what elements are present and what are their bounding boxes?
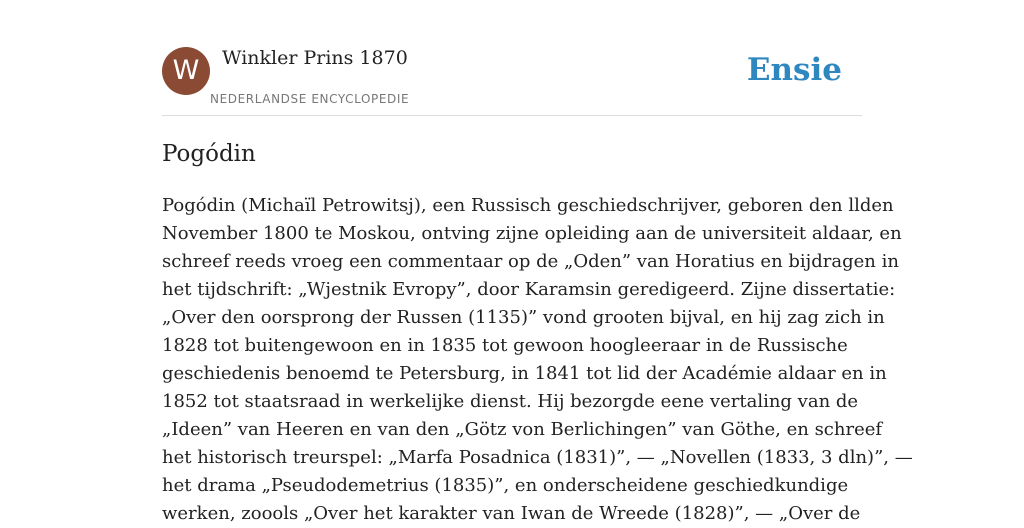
entry-body <box>162 192 913 528</box>
entry-body-line: 1828 tot buitengewoon en in 1835 tot gewoon hoogleeraar in de Russische <box>162 335 848 356</box>
entry-title: Pogódin <box>162 141 256 167</box>
entry-body-line: geschiedenis benoemd te Petersburg, in 1841 tot lid der Académie aldaar en in <box>162 363 887 384</box>
source-subtitle: NEDERLANDSE ENCYCLOPEDIE <box>210 92 410 106</box>
source-avatar[interactable]: W <box>162 47 210 95</box>
source-header <box>162 46 862 116</box>
entry-body-line: November 1800 te Moskou, ontving zijne opleiding aan de universiteit aldaar, en <box>162 223 902 244</box>
entry-body-line: „Ideen” van Heeren en van den „Götz von Berlichingen” van Göthe, en schreef <box>162 419 883 440</box>
entry-body-line: het tijdschrift: „Wjestnik Evropy”, door Karamsin geredigeerd. Zijne dissertatie: <box>162 279 896 300</box>
entry-body-line: schreef reeds vroeg een commentaar op de „Oden” van Horatius en bijdragen in <box>162 251 899 272</box>
entry-body-line: het historisch treurspel: „Marfa Posadnica (1831)”, — „Novellen (1833, 3 dln)”, — <box>162 447 913 468</box>
ensie-logo[interactable]: Ensie <box>746 52 842 88</box>
entry-body-line: het drama „Pseudodemetrius (1835)”, en onderscheidene geschiedkundige <box>162 475 849 496</box>
entry-body-line: „Over den oorsprong der Russen (1135)” vond grooten bijval, en hij zag zich in <box>162 307 885 328</box>
entry-body-line: Pogódin (Michaïl Petrowitsj), een Russisch geschiedschrijver, geboren den llden <box>162 195 894 216</box>
source-title-link[interactable]: Winkler Prins 1870 <box>222 47 408 69</box>
header-divider <box>162 115 862 116</box>
entry-body-line: 1852 tot staatsraad in werkelijke dienst. Hij bezorgde eene vertaling van de <box>162 391 859 412</box>
entry-body-line: werken, zoools „Over het karakter van Iwan de Wreede (1828)”, — „Over de <box>162 503 861 524</box>
